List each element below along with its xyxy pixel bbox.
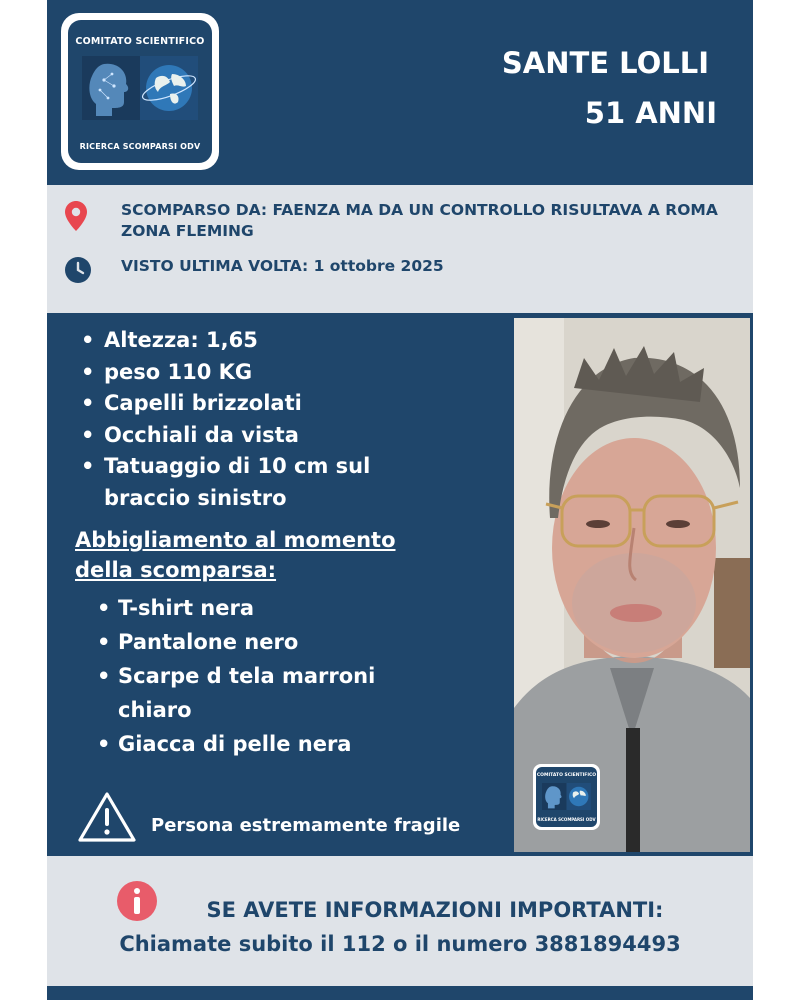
clothing-item: • Scarpe d tela marroni chiaro: [91, 659, 391, 727]
feature-item: • Capelli brizzolati: [75, 388, 495, 420]
poster-header: [47, 0, 753, 185]
warning-triangle-icon: [77, 791, 137, 843]
photo-watermark-logo: [533, 764, 600, 830]
fragile-warning-text: Persona estremamente fragile: [151, 815, 461, 836]
logo-inner: [68, 20, 212, 163]
feature-item: • Occhiali da vista: [75, 420, 495, 452]
clothing-item: • Giacca di pelle nera: [91, 727, 471, 761]
description-section: [47, 313, 753, 856]
feature-item: • Altezza: 1,65: [75, 325, 495, 357]
feature-item: • Tatuaggio di 10 cm sul braccio sinistro: [75, 451, 395, 514]
clothing-item: • Pantalone nero: [91, 625, 471, 659]
person-age: 51 ANNI: [584, 96, 717, 130]
clothing-list: [91, 591, 471, 761]
location-pin-icon: [65, 201, 87, 231]
person-name: SANTE LOLLI: [501, 46, 709, 80]
logo-top-text: COMITATO SCIENTIFICO: [75, 36, 205, 47]
last-seen-text: VISTO ULTIMA VOLTA: 1 ottobre 2025: [121, 257, 444, 275]
brain-globe-logo: [82, 56, 198, 120]
mini-logo-bottom-text: RICERCA SCOMPARSI ODV: [537, 817, 596, 822]
missing-person-poster: [47, 0, 753, 1000]
clothing-item: • T-shirt nera: [91, 591, 471, 625]
clothing-title: Abbigliamento al momento della scomparsa:: [75, 528, 396, 582]
feature-item: • peso 110 KG: [75, 357, 495, 389]
organization-logo: [61, 13, 219, 170]
physical-features-list: [75, 325, 495, 514]
mini-logo-top-text: COMITATO SCIENTIFICO: [536, 773, 597, 778]
logo-bottom-text: RICERCA SCOMPARSI ODV: [79, 142, 201, 151]
contact-headline: SE AVETE INFORMAZIONI IMPORTANTI:: [206, 898, 664, 922]
contact-phone-text: Chiamate subito il 112 o il numero 3881894493: [119, 932, 681, 956]
clock-icon: [65, 257, 91, 283]
info-band: [47, 185, 753, 311]
person-photo: [514, 318, 750, 852]
contact-footer: [47, 856, 753, 986]
bottom-bar: [47, 986, 753, 1000]
missing-from-text: SCOMPARSO DA: FAENZA MA DA UN CONTROLLO RISULTAVA A ROMA ZONA FLEMING: [121, 201, 718, 240]
brain-globe-mini-icon: [542, 783, 591, 810]
mini-logo-inner: [536, 767, 597, 827]
